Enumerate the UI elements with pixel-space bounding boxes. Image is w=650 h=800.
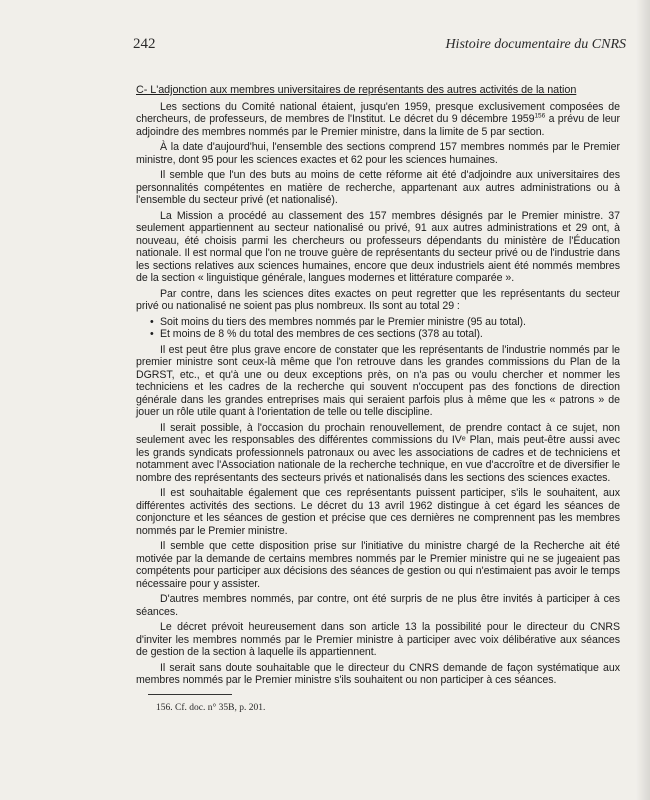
paragraph: D'autres membres nommés, par contre, ont été surpris de ne plus être invités à participer à ces séances. <box>136 593 620 618</box>
paragraph <box>136 101 620 139</box>
paragraph: Par contre, dans les sciences dites exactes on peut regretter que les représentants du secteur privé ou nationalisé ne soient pas plus nombreux. Ils sont au total 29 : <box>136 287 620 312</box>
paragraph: Il est peut être plus grave encore de constater que les représentants de l'industrie nommés par le premier ministre sont ceux-là même que l'on retrouve dans les grandes commissions du Plan de la DGRST, etc., et qu'à une ou deux exceptions près, on n'a pas ou voulu chercher et nommer les techniciens et les cadres de la recherche qui souvent n'occupent pas des fonctions de direction générale dans les grandes entreprises mais qui seraient parfois plus à même que les « patrons » de jouer un rôle utile quant à l'orientation de telle ou telle discipline. <box>136 343 620 418</box>
paragraph: La Mission a procédé au classement des 157 membres désignés par le Premier ministre. 37 seulement appartiennent au secteur nationalisé ou privé, 91 aux autres administrations et 29 ont, à nouveau, été choisis parmi les chercheurs ou professeurs dépendants du ministère de l'Éducation nationale. Il est normal que l'on ne trouve guère de représentants du secteur privé ou de l'industrie dans les sections relatives aux sciences humaines, encore que deux industriels aient été nommés membres de la section « linguistique générale, langues modernes et littérature comparée ». <box>136 209 620 284</box>
paragraph: Il serait sans doute souhaitable que le directeur du CNRS demande de façon systématique aux membres nommés par le Premier ministre s'ils souhaitent ou non participer à ces séances. <box>136 661 620 686</box>
paragraph-text-tail: a prévu de leur adjoindre des membres nommés par le Premier ministre, dans la limite de 5 par section. <box>136 113 620 138</box>
paragraph: Il semble que cette disposition prise sur l'initiative du ministre chargé de la Recherche ait été motivée par la demande de certains membres nommés par le Premier ministre qui ne se jugeaient pas compétents pour participer aux décisions des séances de gestion ou qui n'estimaient pas avoir le temps nécessaire pour y assister. <box>136 540 620 590</box>
bullet-text: Soit moins du tiers des membres nommés par le Premier ministre (95 au total). <box>160 315 526 328</box>
paragraph: Il serait possible, à l'occasion du prochain renouvellement, de prendre contact à ce sujet, non seulement avec les responsables des différentes commissions du IVᵉ Plan, mais peut-être aussi avec les grands syndicats professionnels patronaux ou avec les associations de cadres et de techniciens et notamment avec l'Association nationale de la recherche technique, en vue d'accroître et de diversifier le nombre des représentants des secteurs privés et nationalisés dans les sections des sciences exactes. <box>136 421 620 484</box>
paragraph: Il est souhaitable également que ces représentants puissent participer, s'ils le souhaitent, aux différentes activités des sections. Le décret du 13 avril 1962 distingue à cet égard les séances de conjoncture et les séances de gestion et précise que ces dernières ne comprennent pas les membres nommés par le Premier ministre. <box>136 487 620 537</box>
footnote-reference[interactable]: 156 <box>534 112 546 120</box>
bullet-icon: • <box>150 315 154 328</box>
footnote: 156. Cf. doc. n° 35B, p. 201. <box>156 703 266 713</box>
main-text <box>136 84 620 690</box>
paragraph: À la date d'aujourd'hui, l'ensemble des sections comprend 157 membres nommés par le Premier ministre, dont 95 pour les sciences exactes et 62 pour les sciences humaines. <box>136 141 620 166</box>
page-number: 242 <box>133 36 156 52</box>
bullet-item <box>136 316 620 329</box>
section-heading: C- L'adjonction aux membres universitaires de représentants des autres activités de la nation <box>136 84 577 96</box>
bullet-text: Et moins de 8 % du total des membres de ces sections (378 au total). <box>160 328 483 340</box>
paragraph-text: Les sections du Comité national étaient, jusqu'en 1959, presque exclusivement composées de chercheurs, de professeurs, de membres de l'Institut. Le décret du 9 décembre 1959 <box>136 100 620 125</box>
paragraph: Le décret prévoit heureusement dans son article 13 la possibilité pour le directeur du CNRS d'inviter les membres nommés par le Premier ministre à participer avec voix délibérative aux séances de gestion de la section à laquelle ils appartiennent. <box>136 621 620 658</box>
paragraph: Il semble que l'un des buts au moins de cette réforme ait été d'adjoindre aux universitaires des personnalités compétentes en matière de recherche, appartenant aux autres administrations ou à l'ensemble du secteur privé (et nationalisé). <box>136 169 620 206</box>
bullet-item <box>136 328 620 341</box>
bullet-icon: • <box>150 328 154 340</box>
footnote-divider <box>148 694 232 695</box>
running-title: Histoire documentaire du CNRS <box>445 37 626 52</box>
